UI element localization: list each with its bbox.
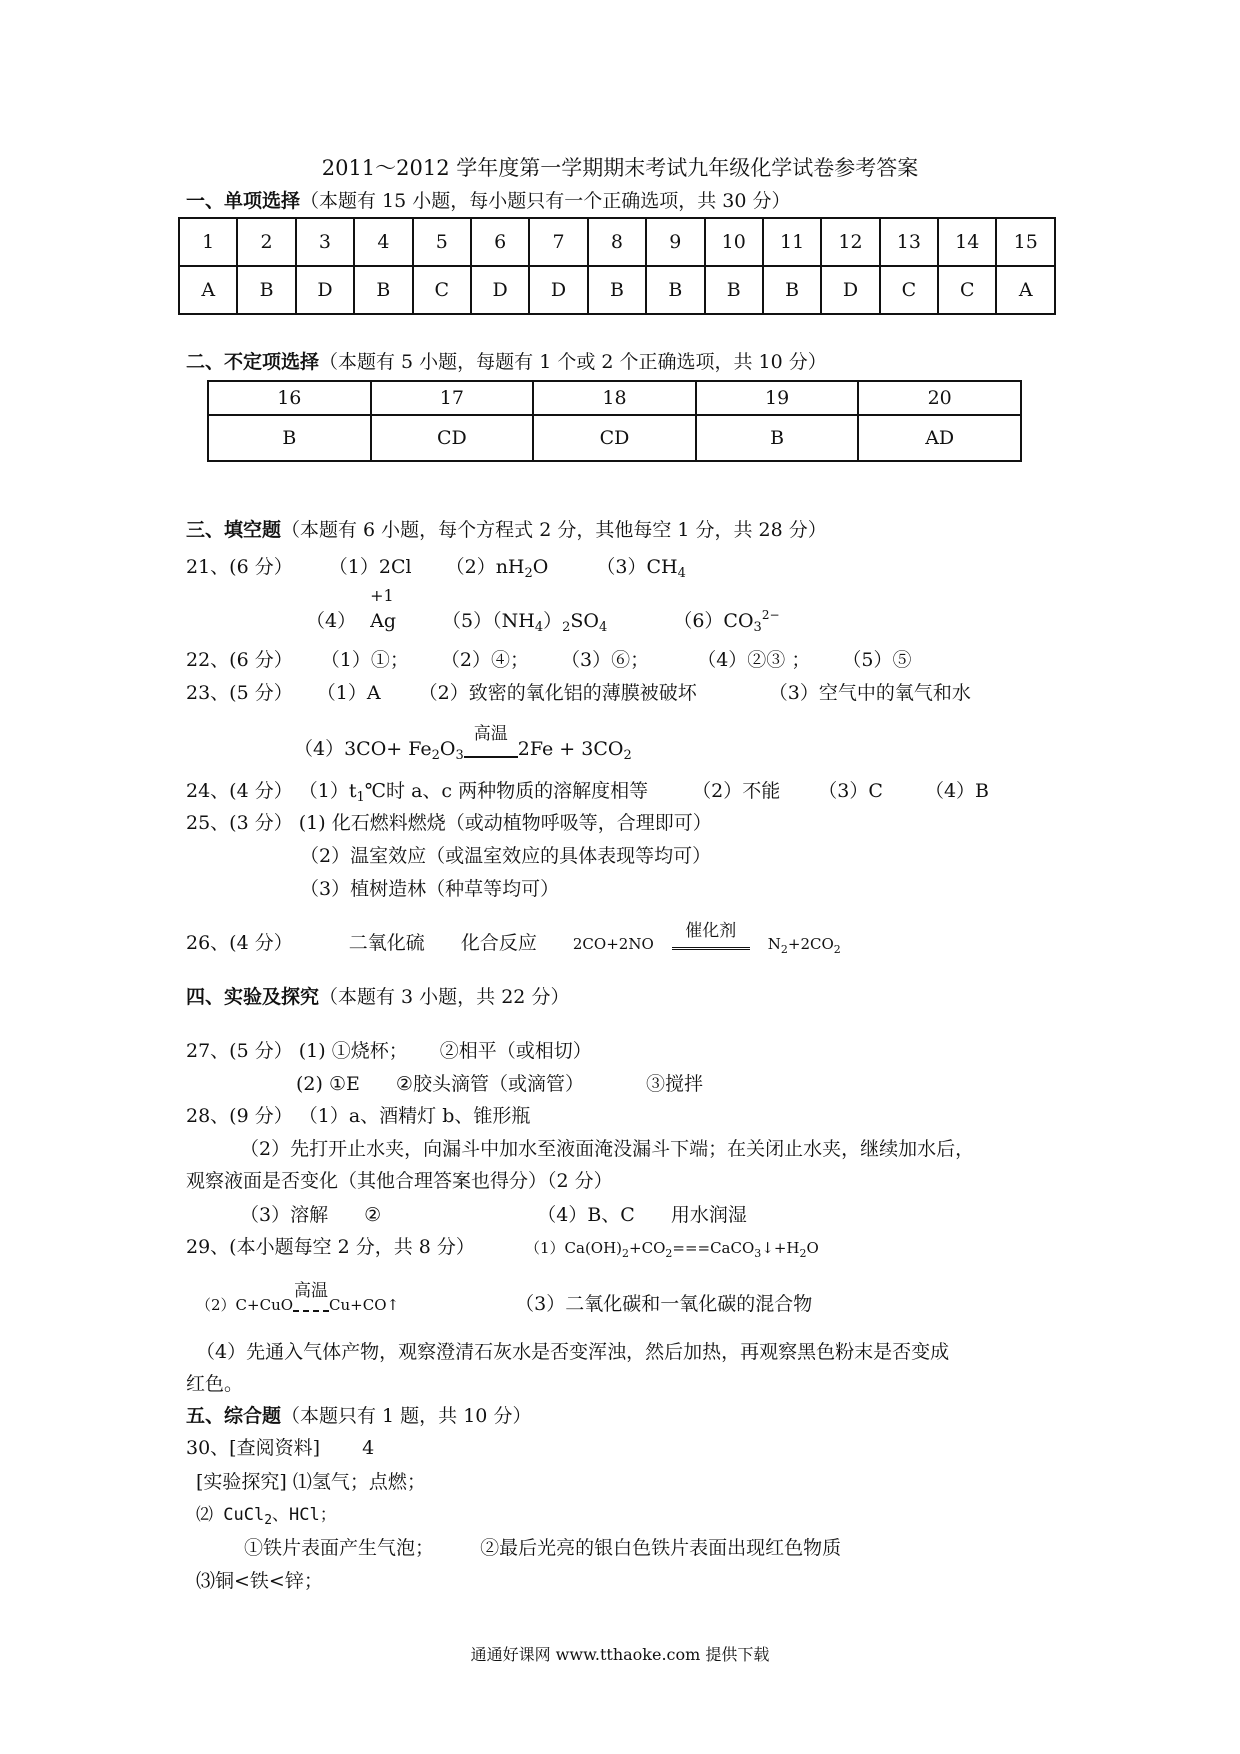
q27-answer1: (1) ①烧杯； (298, 1040, 408, 1062)
table-cell: D (529, 266, 587, 314)
q23-line1 (186, 678, 971, 705)
q30-answer3: ⑵ CuCl$_2$、HCl； (196, 1505, 337, 1528)
q30-answer4: ①铁片表面产生气泡； (244, 1537, 435, 1559)
table-cell: B (208, 415, 371, 461)
table-cell: 20 (858, 381, 1021, 415)
q26-answer1: 二氧化硫 (348, 932, 425, 954)
q27-answer3: (2) ①E (296, 1073, 360, 1095)
table-cell: 11 (763, 218, 821, 266)
table-cell: 13 (880, 218, 938, 266)
q23-answer3: （3）空气中的氧气和水 (768, 682, 971, 704)
table-cell: 7 (529, 218, 587, 266)
table-cell: B (354, 266, 412, 314)
section1-note: （本题有 15 小题，每小题只有一个正确选项，共 30 分） (300, 190, 791, 212)
page-title: 2011～2012 学年度第一学期期末考试九年级化学试卷参考答案 (321, 156, 919, 180)
table-cell: D (821, 266, 879, 314)
q23-equation: $(4)3CO+ Fe_2O_3$ 高温 $2Fe + 3CO_2$ (294, 724, 632, 763)
q29-answer4-cont: 红色。 (186, 1373, 244, 1395)
q26-line (186, 921, 841, 956)
q21-label: 21、(6 分） (186, 556, 293, 578)
table-cell: 15 (996, 218, 1055, 266)
q24-answer4: （4）B (924, 780, 990, 802)
q22-answer2: （2）④； (440, 649, 529, 671)
q30-label: 30、[查阅资料] (186, 1437, 321, 1459)
section5-heading (186, 1401, 531, 1428)
table-cell: 9 (646, 218, 704, 266)
table-cell: B (763, 266, 821, 314)
q23-answer1: （1）A (316, 682, 381, 704)
reaction-condition: 高温 (464, 741, 518, 763)
q29-equation1: $(1)Ca(OH)_2+CO_2===CaCO_3↓+H_2O$ (524, 1239, 819, 1260)
table-cell: 18 (533, 381, 696, 415)
q21-answer1: （1）2Cl (328, 556, 412, 578)
section1-answer-table (178, 217, 1056, 315)
q27-answer4: ②胶头滴管（或滴管） (395, 1073, 584, 1095)
q28-line1 (186, 1101, 530, 1128)
q22-answer3: （3）⑥； (561, 649, 650, 671)
section4-title: 四、实验及探究 (186, 986, 320, 1008)
q23-answer2: （2）致密的氧化铝的薄膜被破坏 (418, 682, 697, 704)
q24-answer1: $(1)t_1℃$时 a、c 两种物质的溶解度相等 (298, 780, 649, 805)
q25-answer3: （3）植树造林（种草等均可） (300, 878, 560, 900)
q30-answer6: ⑶铜<铁<锌； (196, 1570, 323, 1592)
q26-label: 26、(4 分） (186, 932, 293, 954)
table-cell: B (705, 266, 763, 314)
table-cell: B (646, 266, 704, 314)
table-row-answers (179, 266, 1055, 314)
page-footer: 通通好课网 www.tthaoke.com 提供下载 (470, 1645, 770, 1664)
table-cell: 14 (938, 218, 996, 266)
section1-heading (186, 186, 791, 213)
q21-line1 (186, 552, 686, 581)
q24-answer3: （3）C (818, 780, 883, 802)
table-cell: CD (371, 415, 534, 461)
q28-answer3: （3）溶解 (240, 1204, 329, 1226)
q22-answer5: （5）⑤ (842, 649, 912, 671)
q25-label: 25、(3 分） (186, 812, 293, 834)
q27-answer5: ③搅拌 (646, 1073, 704, 1095)
q22-answer1: （1）①； (320, 649, 409, 671)
q30-answer1: 4 (362, 1437, 375, 1459)
table-cell: 1 (179, 218, 237, 266)
q28-answer2: （2）先打开止水夹，向漏斗中加水至液面淹没漏斗下端；在关闭止水夹，继续加水后， (240, 1138, 975, 1160)
table-cell: CD (533, 415, 696, 461)
section5-note: （本题只有 1 题，共 10 分） (281, 1405, 532, 1427)
section3-title: 三、填空题 (186, 519, 282, 541)
table-cell: 19 (696, 381, 859, 415)
q27-line1 (186, 1036, 592, 1063)
q22-line (186, 645, 911, 672)
table-row-numbers (208, 381, 1021, 415)
charge-label: +1 (370, 586, 394, 605)
q21-answer5: $(5)(NH_4)_2SO_4$ (442, 610, 608, 635)
table-cell: 10 (705, 218, 763, 266)
q28-answer6: 用水润湿 (670, 1204, 747, 1226)
table-cell: 4 (354, 218, 412, 266)
q28-answer4: ② (364, 1204, 382, 1226)
q28-line4 (240, 1200, 747, 1227)
table-cell: A (179, 266, 237, 314)
q29-label: 29、(本小题每空 2 分，共 8 分） (186, 1236, 475, 1258)
q21-answer2: $(2)nH_2O$ (445, 556, 549, 581)
section3-note: （本题有 6 小题，每个方程式 2 分，其他每空 1 分，共 28 分） (281, 519, 827, 541)
q29-answer3: （3）二氧化碳和一氧化碳的混合物 (515, 1293, 813, 1315)
q21-answer4: （4） +1 Ag (306, 586, 396, 632)
table-cell: 5 (413, 218, 471, 266)
q28-answer1: （1）a、酒精灯 b、锥形瓶 (298, 1105, 531, 1127)
q29-line2 (196, 1281, 813, 1316)
q21-answer3: $(3)CH_4$ (596, 556, 686, 581)
reaction-condition: 高温 (293, 1298, 329, 1316)
q29-equation2: （2）C+CuO 高温 Cu+CO↑ (196, 1281, 400, 1314)
q28-answer2-cont: 观察液面是否变化（其他合理答案也得分）（2 分） (186, 1170, 613, 1192)
q26-equation: 2CO+2NO 催化剂 $N_2+2CO_2$ (572, 921, 841, 956)
q29-line1 (186, 1232, 819, 1260)
q25-answer2: （2）温室效应（或温室效应的具体表现等均可） (300, 845, 712, 867)
table-cell: D (296, 266, 354, 314)
section5-title: 五、综合题 (186, 1405, 282, 1427)
table-cell: 3 (296, 218, 354, 266)
section3-heading (186, 515, 827, 542)
table-cell: A (996, 266, 1055, 314)
table-cell: D (471, 266, 529, 314)
table-row-numbers (179, 218, 1055, 266)
table-cell: 12 (821, 218, 879, 266)
table-cell: B (237, 266, 295, 314)
q25-answer1: (1) 化石燃料燃烧（或动植物呼吸等，合理即可） (298, 812, 712, 834)
q21-line2 (306, 586, 780, 635)
table-cell: 17 (371, 381, 534, 415)
section4-heading (186, 982, 569, 1009)
section2-answer-table (207, 380, 1022, 462)
table-cell: 6 (471, 218, 529, 266)
section4-note: （本题有 3 小题，共 22 分） (319, 986, 570, 1008)
section2-title: 二、不定项选择 (186, 351, 320, 373)
q22-answer4: （4）②③ ； (697, 649, 811, 671)
q28-answer5: （4）B、C (537, 1204, 635, 1226)
q27-answer2: ②相平（或相切） (439, 1040, 592, 1062)
q30-answer5: ②最后光亮的银白色铁片表面出现红色物质 (480, 1537, 842, 1559)
section2-note: （本题有 5 小题，每题有 1 个或 2 个正确选项，共 10 分） (319, 351, 827, 373)
q26-answer2: 化合反应 (460, 932, 537, 954)
q24-label: 24、(4 分） (186, 780, 293, 802)
section2-heading (186, 347, 827, 374)
table-cell: B (588, 266, 646, 314)
q27-line2 (296, 1069, 703, 1096)
table-cell: C (413, 266, 471, 314)
table-row-answers (208, 415, 1021, 461)
q29-answer4: （4）先通入气体产物，观察澄清石灰水是否变浑浊，然后加热，再观察黑色粉末是否变成 (196, 1341, 950, 1363)
q21-answer6: $(6)CO_3^{2-}$ (673, 608, 780, 635)
q28-label: 28、(9 分） (186, 1105, 293, 1127)
catalyst-condition: 催化剂 (672, 938, 750, 956)
q24-answer2: （2）不能 (692, 780, 781, 802)
section1-title: 一、单项选择 (186, 190, 301, 212)
q27-label: 27、(5 分） (186, 1040, 293, 1062)
q24-line (186, 776, 989, 805)
table-cell: C (938, 266, 996, 314)
table-cell: 2 (237, 218, 295, 266)
q30-answer2: [实验探究] ⑴氢气；点燃； (196, 1471, 426, 1493)
table-cell: AD (858, 415, 1021, 461)
table-cell: C (880, 266, 938, 314)
table-cell: 8 (588, 218, 646, 266)
q30-line1 (186, 1433, 374, 1460)
q23-label: 23、(5 分） (186, 682, 293, 704)
q22-label: 22、(6 分） (186, 649, 293, 671)
table-cell: 16 (208, 381, 371, 415)
table-cell: B (696, 415, 859, 461)
q30-line4 (244, 1533, 841, 1560)
q25-line1 (186, 808, 712, 835)
